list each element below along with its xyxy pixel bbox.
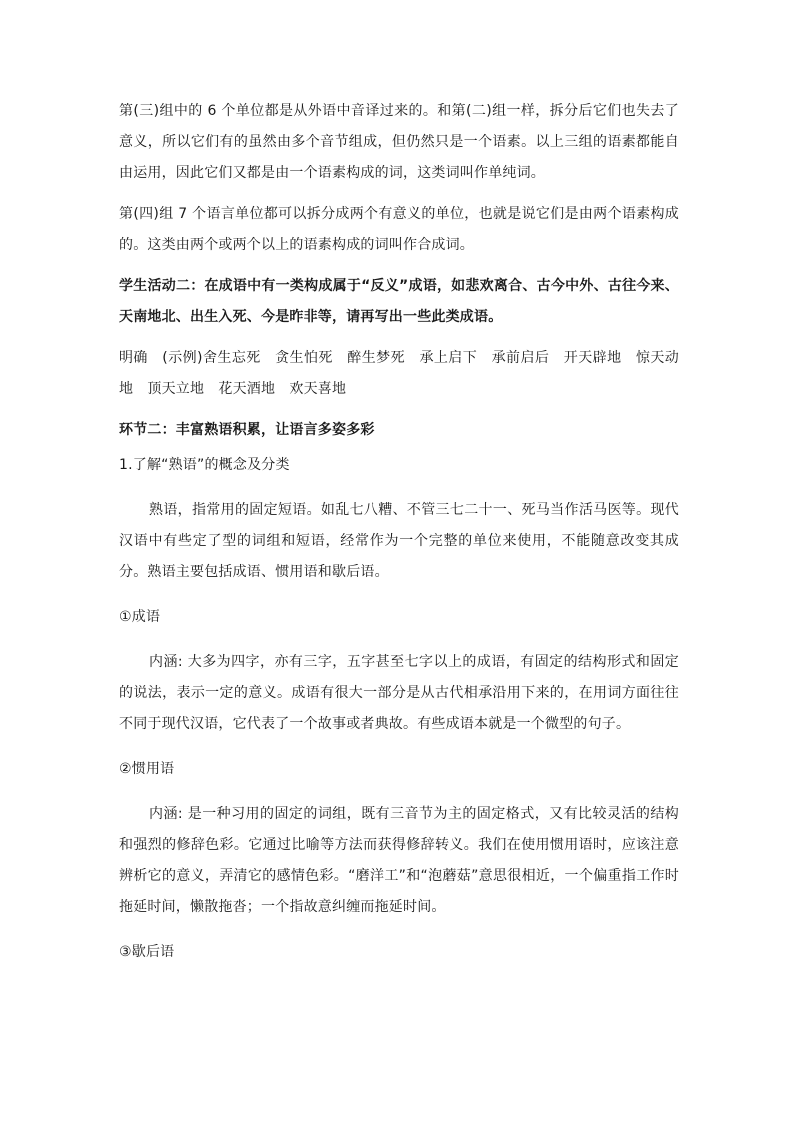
item-xiehouyu-heading: ③歇后语 xyxy=(119,944,175,960)
student-activity-2: 学生活动二：在成语中有一类构成属于“反义”成语，如悲欢离合、古今中外、古往今来、天南地北、出生入死、今是昨非等，请再写出一些此类成语。 xyxy=(119,278,679,325)
document-page xyxy=(119,96,679,968)
section-2-heading: 环节二：丰富熟语积累，让语言多姿多彩 xyxy=(119,422,375,438)
subsection-1-heading: 1.了解“熟语”的概念及分类 xyxy=(119,457,290,473)
paragraph-group3: 第(三)组中的 6 个单位都是从外语中音译过来的。和第(二)组一样，拆分后它们也失去了意义，所以它们有的虽然由多个音节组成，但仍然只是一个语素。以上三组的语素都能自由运用，因此它们又都是由一个语素构成的词，这类词叫作单纯词。 xyxy=(119,103,679,181)
item-chengyu-text: 内涵: 大多为四字，亦有三字，五字甚至七字以上的成语，有固定的结构形式和固定的说法，表示一定的意义。成语有很大一部分是从古代相承沿用下来的，在用词方面往往不同于现代汉语，它代表了一个故事或者典故。有些成语本就是一个微型的句子。 xyxy=(119,654,679,732)
activity-answer: 明确 (示例)舍生忘死 贪生怕死 醉生梦死 承上启下 承前启后 开天辟地 惊天动地 顶天立地 花天酒地 欢天喜地 xyxy=(119,350,679,397)
item-chengyu-heading: ①成语 xyxy=(119,609,161,625)
item-guanyongyu-text: 内涵: 是一种习用的固定的词组，既有三音节为主的固定格式，又有比较灵活的结构和强烈的修辞色彩。它通过比喻等方法而获得修辞转义。我们在使用惯用语时，应该注意辨析它的意义，弄清它的感情色彩。“磨洋工”和“泡蘑菇”意思很相近，一个偏重指工作时拖延时间，懒散拖沓；一个指故意纠缠而拖延时间。 xyxy=(119,806,679,915)
item-guanyongyu-heading: ②惯用语 xyxy=(119,761,175,777)
paragraph-shuyu-definition: 熟语，指常用的固定短语。如乱七八糟、不管三七二十一、死马当作活马医等。现代汉语中有些定了型的词组和短语，经常作为一个完整的单位来使用，不能随意改变其成分。熟语主要包括成语、惯用语和歇后语。 xyxy=(119,502,679,580)
paragraph-group4: 第(四)组 7 个语言单位都可以拆分成两个有意义的单位，也就是说它们是由两个语素构成的。这类由两个或两个以上的语素构成的词叫作合成词。 xyxy=(119,206,679,253)
